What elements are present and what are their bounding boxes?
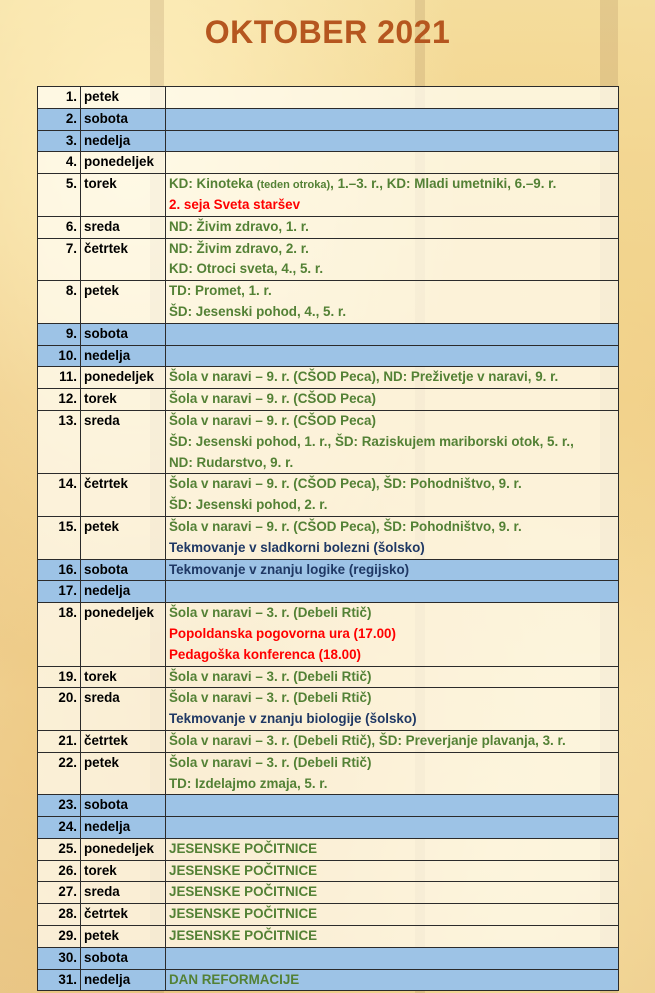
day-number-text: 20. (58, 690, 77, 706)
event-line (169, 645, 615, 666)
day-number (38, 817, 81, 839)
calendar-row (38, 345, 619, 367)
event-text: Šola v naravi – 3. r. (Debeli Rtič) (169, 668, 372, 684)
event-text: ŠD: Jesenski pohod, 2. r. (169, 497, 328, 513)
calendar-row (38, 838, 619, 860)
event-text: Šola v naravi – 9. r. (CŠOD Peca) (169, 412, 376, 428)
event-text: (teden otroka) (256, 179, 331, 192)
event-line (169, 195, 615, 216)
day-events (166, 474, 619, 517)
day-name (81, 666, 166, 688)
day-name-text: ponedeljek (84, 605, 154, 621)
day-events (166, 838, 619, 860)
day-number-text: 28. (58, 906, 77, 922)
day-name (81, 367, 166, 389)
day-name (81, 882, 166, 904)
event-text: Šola v naravi – 9. r. (CŠOD Peca), ŠD: Pohodništvo, 9. r. (169, 518, 522, 534)
calendar-row (38, 108, 619, 130)
day-events (166, 603, 619, 666)
day-name-text: sobota (84, 797, 128, 813)
event-line (169, 882, 615, 903)
event-text: TD: Promet, 1. r. (169, 283, 272, 299)
day-name-text: ponedeljek (84, 369, 154, 385)
day-number-text: 30. (58, 949, 77, 965)
day-number-text: 5. (65, 176, 77, 192)
event-line (169, 474, 615, 495)
day-name (81, 474, 166, 517)
day-name-text: petek (84, 754, 119, 770)
event-text: Šola v naravi – 9. r. (CŠOD Peca) (169, 369, 376, 385)
day-name-text: petek (84, 928, 119, 944)
day-number (38, 904, 81, 926)
day-name-text: petek (84, 283, 119, 299)
day-name-text: četrtek (84, 906, 128, 922)
day-events (166, 559, 619, 581)
calendar-row (38, 174, 619, 217)
day-number-text: 16. (58, 561, 77, 577)
page-title: OKTOBER 2021 (204, 14, 451, 50)
event-text: JESENSKE POČITNICE (169, 928, 318, 944)
day-number-text: 27. (58, 884, 77, 900)
event-text: Pedagoška konferenca (18.00) (169, 646, 362, 662)
event-text: Šola v naravi – 9. r. (CŠOD Peca), ŠD: Pohodništvo, 9. r. (169, 476, 522, 492)
day-number-text: 17. (58, 583, 77, 599)
day-events (166, 969, 619, 991)
calendar-row (38, 730, 619, 752)
event-text: Tekmovanje v znanju logike (regijsko) (169, 561, 410, 577)
event-text: Šola v naravi – 3. r. (Debeli Rtič) (169, 754, 372, 770)
event-line (169, 667, 615, 688)
event-line (169, 774, 615, 795)
day-name-text: sobota (84, 325, 128, 341)
event-line (169, 367, 615, 388)
day-events (166, 130, 619, 152)
event-text: Šola v naravi – 3. r. (Debeli Rtič) (169, 605, 372, 621)
day-events (166, 730, 619, 752)
event-text: JESENSKE POČITNICE (169, 862, 318, 878)
day-events (166, 752, 619, 795)
day-name (81, 516, 166, 559)
event-text: JESENSKE POČITNICE (169, 906, 318, 922)
day-number (38, 474, 81, 517)
day-number-text: 22. (58, 754, 77, 770)
day-name (81, 969, 166, 991)
event-line (169, 432, 615, 453)
event-text: DAN REFORMACIJE (169, 971, 300, 987)
day-number-text: 7. (65, 240, 77, 256)
calendar-row (38, 926, 619, 948)
calendar-row (38, 795, 619, 817)
day-events (166, 108, 619, 130)
calendar-row (38, 666, 619, 688)
day-number-text: 1. (65, 89, 77, 104)
event-text: TD: Izdelajmo zmaja, 5. r. (169, 775, 328, 791)
day-number-text: 29. (58, 928, 77, 944)
event-text: ŠD: Jesenski pohod, 4., 5. r. (169, 303, 347, 319)
calendar-row (38, 389, 619, 411)
day-number-text: 18. (58, 605, 77, 621)
day-events (166, 516, 619, 559)
event-text: ND: Živim zdravo, 1. r. (169, 218, 309, 234)
day-number-text: 25. (58, 840, 77, 856)
day-name-text: nedelja (84, 583, 131, 599)
day-events (166, 238, 619, 281)
day-number (38, 152, 81, 174)
calendar-row (38, 969, 619, 991)
day-name-text: nedelja (84, 347, 131, 363)
day-name (81, 795, 166, 817)
event-line (169, 239, 615, 260)
event-text: Popoldanska pogovorna ura (17.00) (169, 625, 396, 641)
day-number-text: 31. (58, 971, 77, 987)
day-name (81, 752, 166, 795)
event-line (169, 302, 615, 323)
day-name-text: sreda (84, 412, 120, 428)
day-number-text: 12. (58, 391, 77, 407)
event-line (169, 495, 615, 516)
day-events (166, 904, 619, 926)
day-events (166, 882, 619, 904)
event-text: KD: Kinoteka (169, 176, 257, 192)
event-line (169, 517, 615, 538)
day-number-text: 26. (58, 862, 77, 878)
event-line (169, 839, 615, 860)
day-number (38, 795, 81, 817)
event-line (169, 560, 615, 581)
day-number (38, 281, 81, 324)
calendar-row (38, 367, 619, 389)
day-number (38, 559, 81, 581)
calendar-row (38, 581, 619, 603)
day-number-text: 15. (58, 518, 77, 534)
calendar-row (38, 216, 619, 238)
day-name (81, 174, 166, 217)
calendar-row (38, 130, 619, 152)
day-name (81, 581, 166, 603)
event-text: KD: Otroci sveta, 4., 5. r. (169, 261, 324, 277)
event-text: ND: Živim zdravo, 2. r. (169, 240, 309, 256)
day-name (81, 817, 166, 839)
day-events (166, 216, 619, 238)
day-number (38, 860, 81, 882)
event-line (169, 411, 615, 432)
calendar-row (38, 281, 619, 324)
day-name (81, 926, 166, 948)
day-number (38, 174, 81, 217)
day-name-text: nedelja (84, 819, 131, 835)
day-number-text: 9. (65, 325, 77, 341)
event-line (169, 453, 615, 474)
day-number (38, 603, 81, 666)
day-name-text: nedelja (84, 971, 131, 987)
day-name-text: četrtek (84, 732, 128, 748)
calendar-table (37, 86, 619, 991)
day-name (81, 216, 166, 238)
day-events (166, 795, 619, 817)
calendar-row (38, 603, 619, 666)
day-events (166, 860, 619, 882)
event-line (169, 603, 615, 624)
day-name (81, 860, 166, 882)
day-number (38, 730, 81, 752)
day-number-text: 10. (58, 347, 77, 363)
event-text: JESENSKE POČITNICE (169, 884, 318, 900)
day-name-text: ponedeljek (84, 840, 154, 856)
calendar-row (38, 688, 619, 731)
day-name (81, 238, 166, 281)
calendar-row (38, 410, 619, 473)
day-number-text: 23. (58, 797, 77, 813)
event-line (169, 926, 615, 947)
day-number (38, 108, 81, 130)
day-events (166, 926, 619, 948)
event-line (169, 389, 615, 410)
calendar-row (38, 947, 619, 969)
day-name-text: petek (84, 89, 119, 104)
event-line-empty (169, 795, 615, 816)
day-number (38, 410, 81, 473)
event-line (169, 259, 615, 280)
day-number (38, 516, 81, 559)
event-line (169, 624, 615, 645)
calendar-row (38, 882, 619, 904)
event-text: 2. seja Sveta staršev (169, 196, 301, 212)
day-name (81, 108, 166, 130)
day-name (81, 345, 166, 367)
event-line (169, 538, 615, 559)
day-number (38, 666, 81, 688)
event-line-empty (169, 817, 615, 838)
event-line (169, 861, 615, 882)
event-line (169, 688, 615, 709)
event-line (169, 281, 615, 302)
day-name (81, 730, 166, 752)
day-name (81, 87, 166, 109)
calendar-row (38, 860, 619, 882)
day-number (38, 367, 81, 389)
day-name-text: četrtek (84, 240, 128, 256)
day-number (38, 752, 81, 795)
event-line (169, 709, 615, 730)
event-line-empty (169, 152, 615, 173)
day-name (81, 947, 166, 969)
day-events (166, 688, 619, 731)
day-number (38, 838, 81, 860)
day-name-text: torek (84, 862, 117, 878)
day-name-text: sreda (84, 218, 120, 234)
day-name (81, 389, 166, 411)
calendar-row (38, 817, 619, 839)
day-name (81, 410, 166, 473)
day-name-text: sreda (84, 884, 120, 900)
day-number (38, 969, 81, 991)
day-number (38, 323, 81, 345)
event-line-empty (169, 948, 615, 969)
day-name (81, 323, 166, 345)
event-text: JESENSKE POČITNICE (169, 840, 318, 856)
day-name-text: petek (84, 518, 119, 534)
day-name (81, 559, 166, 581)
day-name-text: sobota (84, 561, 128, 577)
day-name (81, 152, 166, 174)
day-name-text: sobota (84, 110, 128, 126)
calendar-row (38, 904, 619, 926)
calendar-row (38, 238, 619, 281)
day-number-text: 8. (65, 283, 77, 299)
day-name-text: četrtek (84, 476, 128, 492)
event-line-empty (169, 87, 615, 108)
day-events (166, 174, 619, 217)
calendar-row (38, 516, 619, 559)
event-line (169, 970, 615, 991)
day-events (166, 389, 619, 411)
day-events (166, 323, 619, 345)
calendar-row (38, 323, 619, 345)
event-text: Šola v naravi – 3. r. (Debeli Rtič), ŠD: Preverjanje plavanja, 3. r. (169, 732, 566, 748)
event-text: ND: Rudarstvo, 9. r. (169, 454, 294, 470)
day-number (38, 389, 81, 411)
day-name-text: sreda (84, 690, 120, 706)
day-number-text: 6. (65, 218, 77, 234)
day-number-text: 13. (58, 412, 77, 428)
day-name (81, 838, 166, 860)
event-text: Šola v naravi – 3. r. (Debeli Rtič) (169, 690, 372, 706)
day-number-text: 2. (65, 110, 77, 126)
day-name (81, 688, 166, 731)
day-number (38, 581, 81, 603)
day-name (81, 281, 166, 324)
day-events (166, 367, 619, 389)
day-name-text: torek (84, 668, 117, 684)
day-events (166, 87, 619, 109)
day-number-text: 14. (58, 476, 77, 492)
day-number-text: 3. (65, 132, 77, 148)
event-text: Šola v naravi – 9. r. (CŠOD Peca) (169, 391, 376, 407)
day-name-text: nedelja (84, 132, 131, 148)
event-line (169, 753, 615, 774)
day-number (38, 688, 81, 731)
event-text: Tekmovanje v znanju biologije (šolsko) (169, 711, 417, 727)
day-number-text: 21. (58, 732, 77, 748)
day-events (166, 581, 619, 603)
day-events (166, 410, 619, 473)
day-number-text: 24. (58, 819, 77, 835)
day-number-text: 4. (65, 154, 77, 170)
day-name-text: ponedeljek (84, 154, 154, 170)
day-number (38, 882, 81, 904)
calendar-row (38, 474, 619, 517)
day-events (166, 817, 619, 839)
day-events (166, 947, 619, 969)
day-number (38, 130, 81, 152)
day-name-text: torek (84, 176, 117, 192)
event-line-empty (169, 346, 615, 367)
event-line (169, 174, 615, 195)
day-number (38, 345, 81, 367)
calendar-row (38, 87, 619, 109)
day-name-text: sobota (84, 949, 128, 965)
day-number (38, 87, 81, 109)
day-events (166, 281, 619, 324)
day-name (81, 904, 166, 926)
day-number-text: 19. (58, 668, 77, 684)
day-number (38, 947, 81, 969)
event-line (169, 217, 615, 238)
calendar-row (38, 559, 619, 581)
calendar-body (38, 87, 619, 991)
event-text: Tekmovanje v sladkorni bolezni (šolsko) (169, 539, 425, 555)
day-number-text: 11. (59, 369, 77, 385)
day-events (166, 152, 619, 174)
calendar-row (38, 152, 619, 174)
day-events (166, 666, 619, 688)
event-text: ŠD: Jesenski pohod, 1. r., ŠD: Raziskujem mariborski otok, 5. r., (169, 433, 574, 449)
day-name (81, 603, 166, 666)
day-number (38, 216, 81, 238)
day-name (81, 130, 166, 152)
event-line-empty (169, 131, 615, 152)
event-line-empty (169, 109, 615, 130)
event-text: , ND: Preživetje v naravi, 9. r. (375, 369, 559, 385)
event-line-empty (169, 581, 615, 602)
event-text: , 1.–3. r., KD: Mladi umetniki, 6.–9. r. (330, 176, 557, 192)
day-number (38, 238, 81, 281)
calendar-row (38, 752, 619, 795)
day-number (38, 926, 81, 948)
day-events (166, 345, 619, 367)
day-name-text: torek (84, 391, 117, 407)
event-line-empty (169, 324, 615, 345)
event-line (169, 731, 615, 752)
event-line (169, 904, 615, 925)
